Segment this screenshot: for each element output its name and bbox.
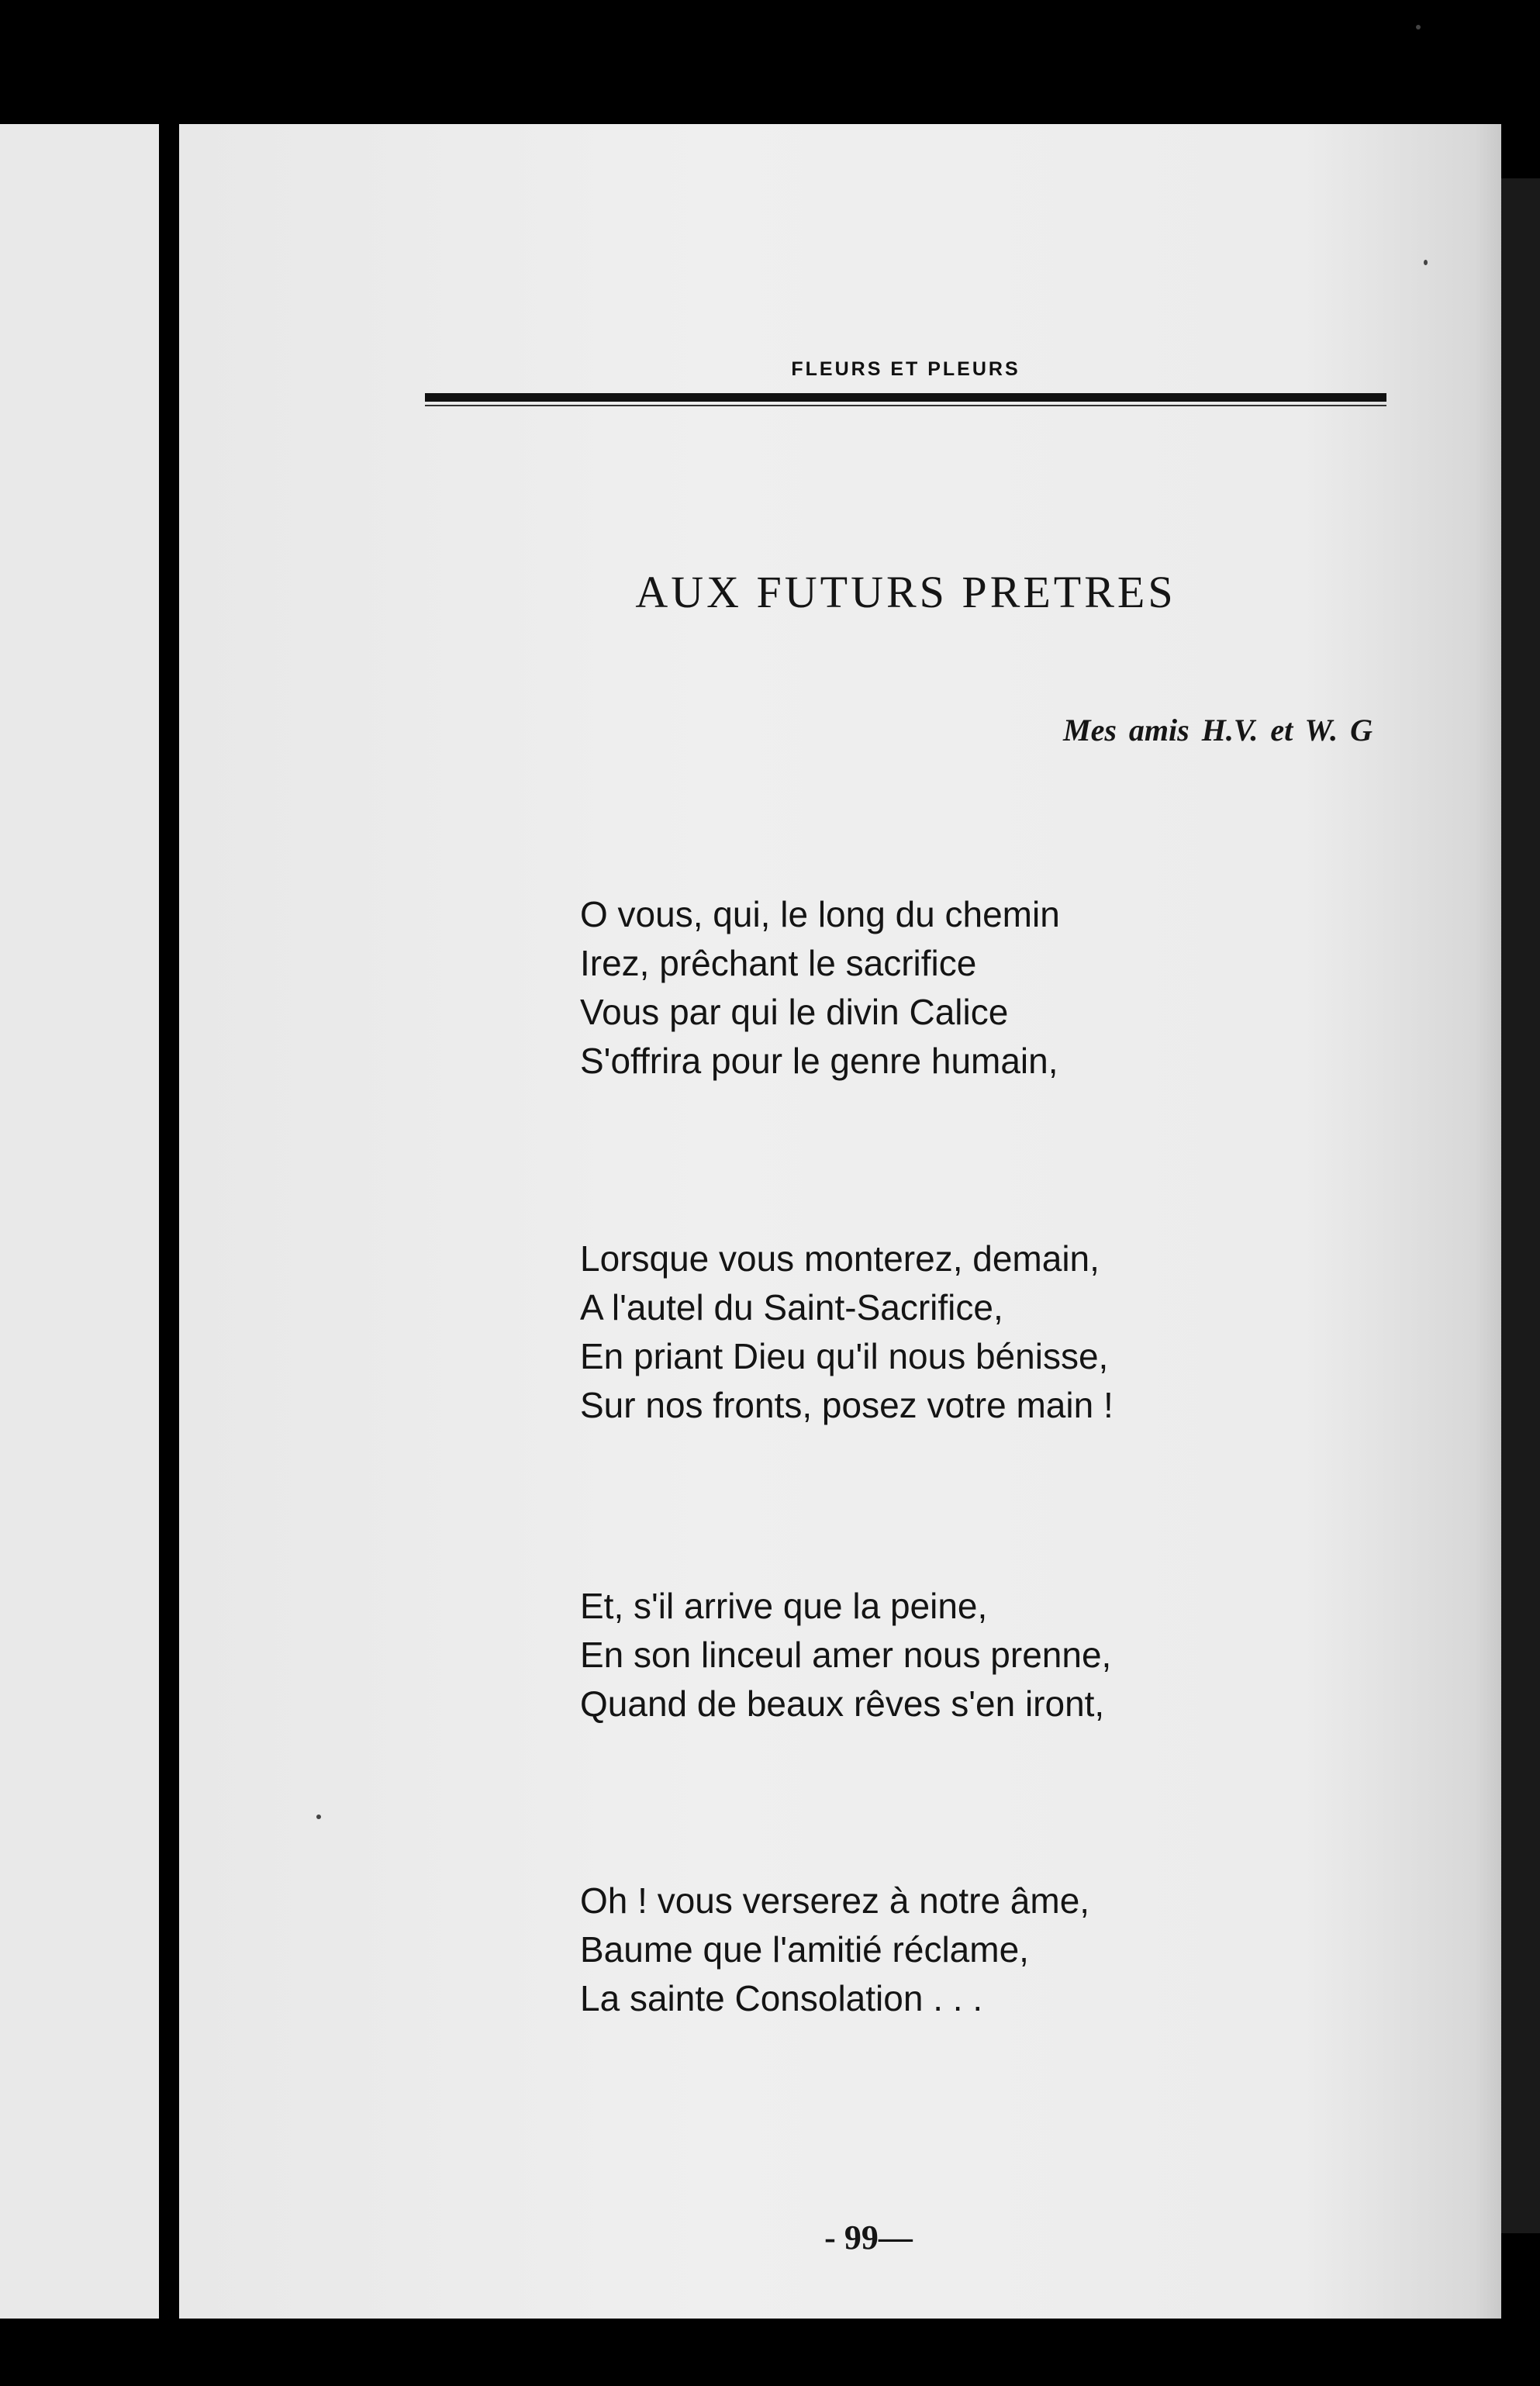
poem-line: Sur nos fronts, posez votre main ! <box>580 1385 1114 1425</box>
poem-title: AUX FUTURS PRETRES <box>635 567 1176 617</box>
poem-line: Irez, prêchant le sacrifice <box>580 943 977 983</box>
paper-speck <box>1416 25 1421 29</box>
poem-line: En son linceul amer nous prenne, <box>580 1635 1112 1675</box>
header-rule <box>425 393 1386 402</box>
poem-line: Oh ! vous verserez à notre âme, <box>580 1880 1090 1921</box>
page-edge-shadow <box>1501 178 1540 2233</box>
poem-line: Baume que l'amitié réclame, <box>580 1929 1029 1970</box>
poem-line: Lorsque vous monterez, demain, <box>580 1238 1100 1279</box>
poem-line: Quand de beaux rêves s'en iront, <box>580 1683 1105 1724</box>
page-number: - 99— <box>824 2219 913 2257</box>
poem-line: Et, s'il arrive que la peine, <box>580 1586 988 1626</box>
paper-speck <box>316 1815 321 1819</box>
poem-line: S'offrira pour le genre humain, <box>580 1041 1058 1081</box>
previous-page-sliver <box>0 124 159 2319</box>
poem-line: O vous, qui, le long du chemin <box>580 894 1060 934</box>
poem-line: Vous par qui le divin Calice <box>580 992 1009 1032</box>
header-rule-thin <box>425 405 1386 406</box>
stanza <box>580 890 1060 1086</box>
poem-line: La sainte Consolation . . . <box>580 1978 983 2018</box>
poem-line: En priant Dieu qu'il nous bénisse, <box>580 1336 1109 1376</box>
page-gutter <box>159 116 179 2326</box>
poem-line: A l'autel du Saint-Sacrifice, <box>580 1287 1003 1328</box>
stanza <box>580 1877 1089 2023</box>
stanza <box>580 1234 1114 1430</box>
running-header: FLEURS ET PLEURS <box>791 358 1020 380</box>
poem-dedication: Mes amis H.V. et W. G <box>1063 713 1373 748</box>
stanza <box>580 1582 1111 1728</box>
paper-speck <box>1424 260 1428 265</box>
